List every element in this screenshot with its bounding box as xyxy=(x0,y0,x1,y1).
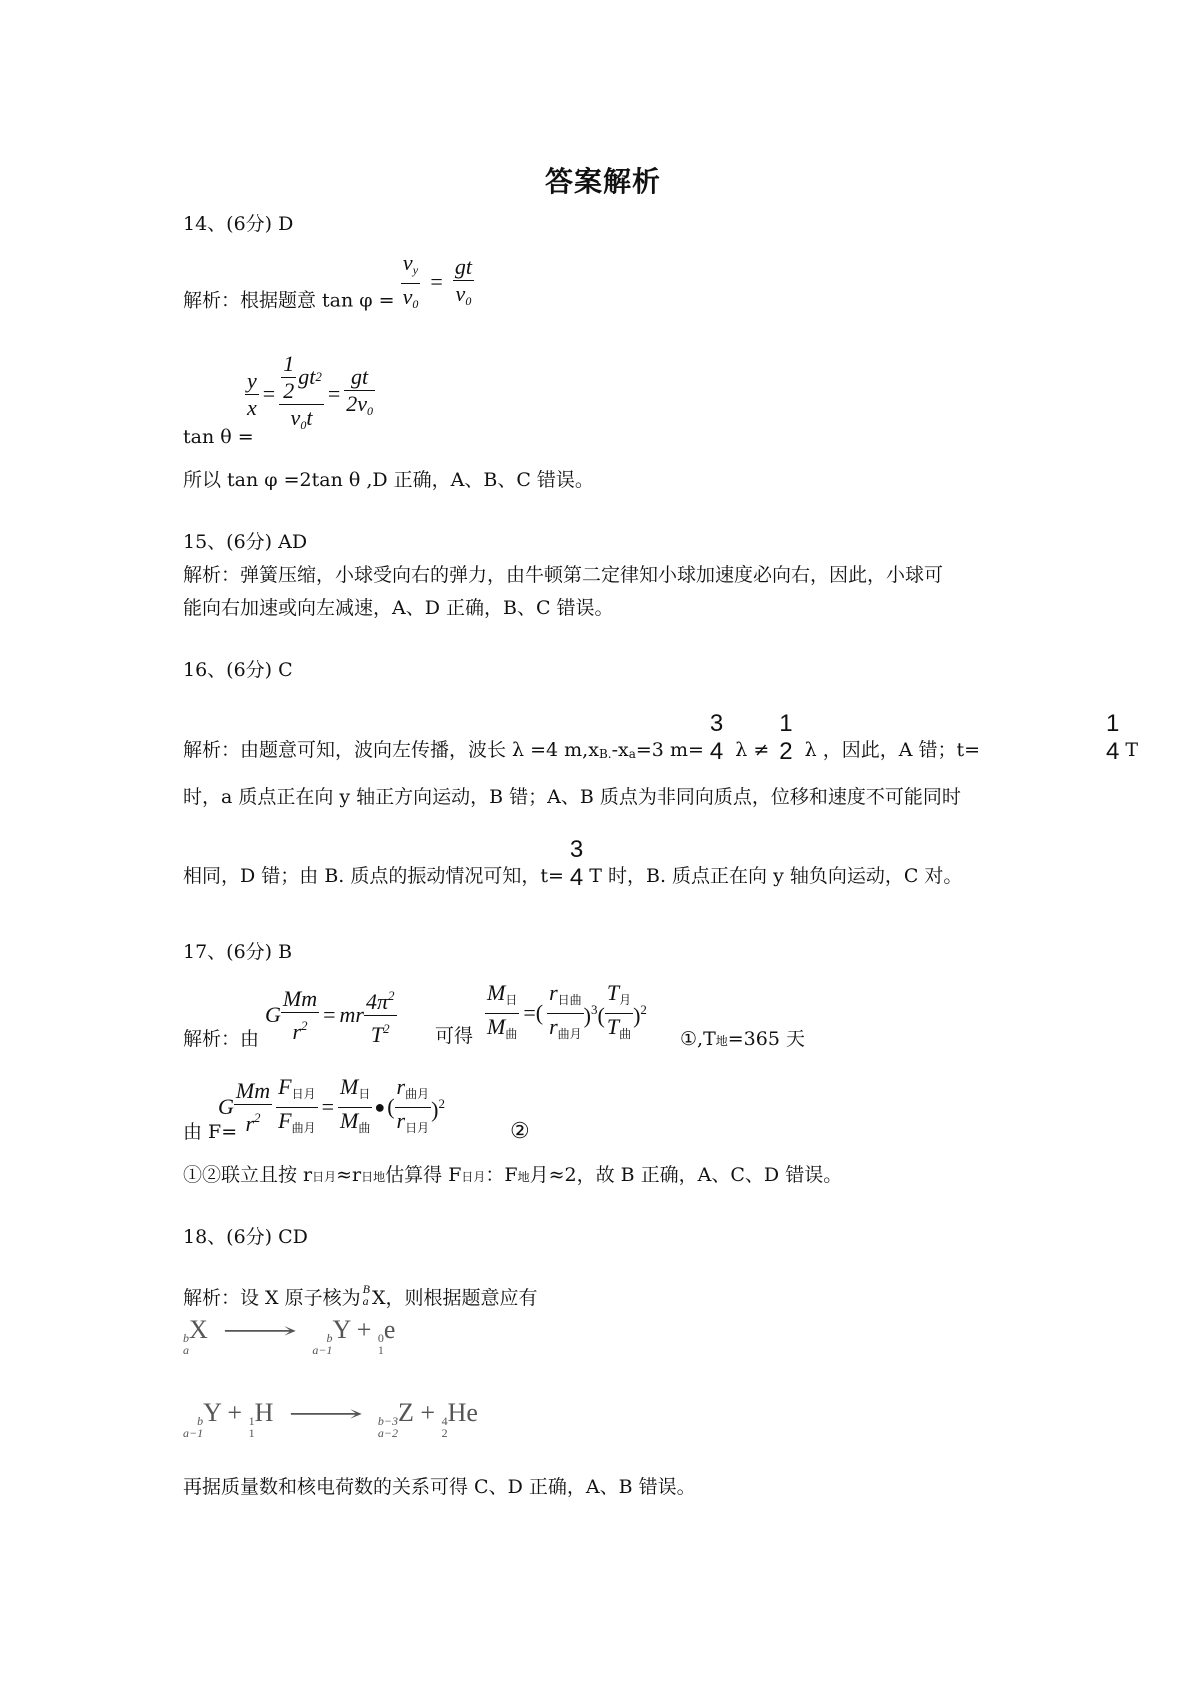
q17-line1-mid: 可得 xyxy=(435,1025,474,1047)
q16-frac-1-4: 1 4 xyxy=(1106,710,1120,765)
q17-header: 17、(6分) B xyxy=(183,941,293,963)
q15-analysis-line1: 解析：弹簧压缩，小球受向右的弹力，由牛顿第二定律知小球加速度必向右，因此，小球可 xyxy=(183,564,944,586)
q17-formula-force-ratio: G $\frac{Mm}{r^2}$ $\frac{F_{日月}}{F_{曲月}}$ = $\frac{M_日}{M_曲}$ ● ( $\frac{r_{曲月}}{r_{日月}}$ )$^2$ xyxy=(218,1073,445,1136)
q15-analysis-line2: 能向右加速或向左减速，A、D 正确，B、C 错误。 xyxy=(183,597,614,619)
q16-frac-3-4: 3 4 xyxy=(709,710,724,765)
q17-line1-suffix: ①,T地=365 天 xyxy=(680,1028,805,1050)
q14-line2-prefix: tan θ = xyxy=(183,426,254,448)
q17-line3: ①②联立且按 r日月≈r日地估算得 F日月：F地月≈2，故 B 正确，A、C、D 错误。 xyxy=(183,1164,843,1186)
q18-reaction-1: b a X ⟶ b a−1 Y + 0 1 e xyxy=(183,1315,396,1357)
q14-analysis-line2 xyxy=(183,345,254,448)
q17-line2-suffix: ② xyxy=(510,1119,530,1144)
page-title: 答案解析 xyxy=(545,165,662,198)
q14-analysis-line1: 解析：根据题意 tan φ = $\frac{v_y}{v_0}$ = $\frac{gt}{v_0}$ xyxy=(183,250,474,331)
q18-reaction-2: b a−1 Y + 1 1 H ⟶ b−3 a−2 Z + 4 2 He xyxy=(183,1398,478,1440)
q17-formula-gravity: G $\frac{Mm}{r^2}$ = mr $\frac{4\pi^2}{T^2}$ xyxy=(265,985,395,1047)
q14-formula-tan-theta: $\frac{y}{x}$ = $\frac{1}{2}$ gt 2 $v_0t$ = $\frac{gt}{2v_0}$ xyxy=(247,350,373,432)
q17-line2-prefix: 由 F= xyxy=(183,1121,238,1143)
q16-frac-1-2: 1 2 xyxy=(779,710,793,765)
q17-line1-prefix: 解析：由 xyxy=(183,1028,260,1050)
q14-header: 14、(6分) D xyxy=(183,213,294,235)
q18-analysis-line1: 解析：设 X 原子核为 B a X，则根据题意应有 xyxy=(183,1282,538,1309)
q18-header: 18、(6分) CD xyxy=(183,1226,308,1248)
q14-formula-gt-v0: $\frac{gt}{v_0}$ xyxy=(454,253,472,308)
q16-header: 16、(6分) C xyxy=(183,659,293,681)
q14-line1-prefix: 解析：根据题意 tan φ = xyxy=(183,289,395,312)
q18-nuclide-notation: B a xyxy=(362,1282,370,1308)
q17-formula-mass-ratio: $\frac{M_日}{M_曲}$ =( $\frac{r_{日曲}}{r_{曲月}}$ )$^3$( $\frac{T_月}{T_曲}$ )$^2$ xyxy=(487,979,647,1041)
q14-conclusion: 所以 tan φ =2tan θ ,D 正确，A、B、C 错误。 xyxy=(183,469,594,491)
q16-frac-3-4-b: 3 4 xyxy=(569,836,584,891)
q16-analysis-line1: 解析：由题意可知，波向左传播，波长 λ =4 m,x B. -x a =3 m= 3 4 λ ≠ 1 2 λ ，因此，A 错；t= 1 4 T xyxy=(183,710,1139,765)
q18-conclusion: 再据质量数和核电荷数的关系可得 C、D 正确，A、B 错误。 xyxy=(183,1476,696,1498)
q14-formula-vy-v0: $\frac{v_y}{v_0}$ xyxy=(402,250,419,311)
q15-header: 15、(6分) AD xyxy=(183,531,308,553)
q16-analysis-line3: 相同，D 错；由 B. 质点的振动情况可知，t= 3 4 T 时，B. 质点正在向 y 轴负向运动，C 对。 xyxy=(183,836,963,891)
q16-analysis-line2: 时，a 质点正在向 y 轴正方向运动，B 错；A、B 质点为非同向质点，位移和速度不可能同时 xyxy=(183,786,961,808)
